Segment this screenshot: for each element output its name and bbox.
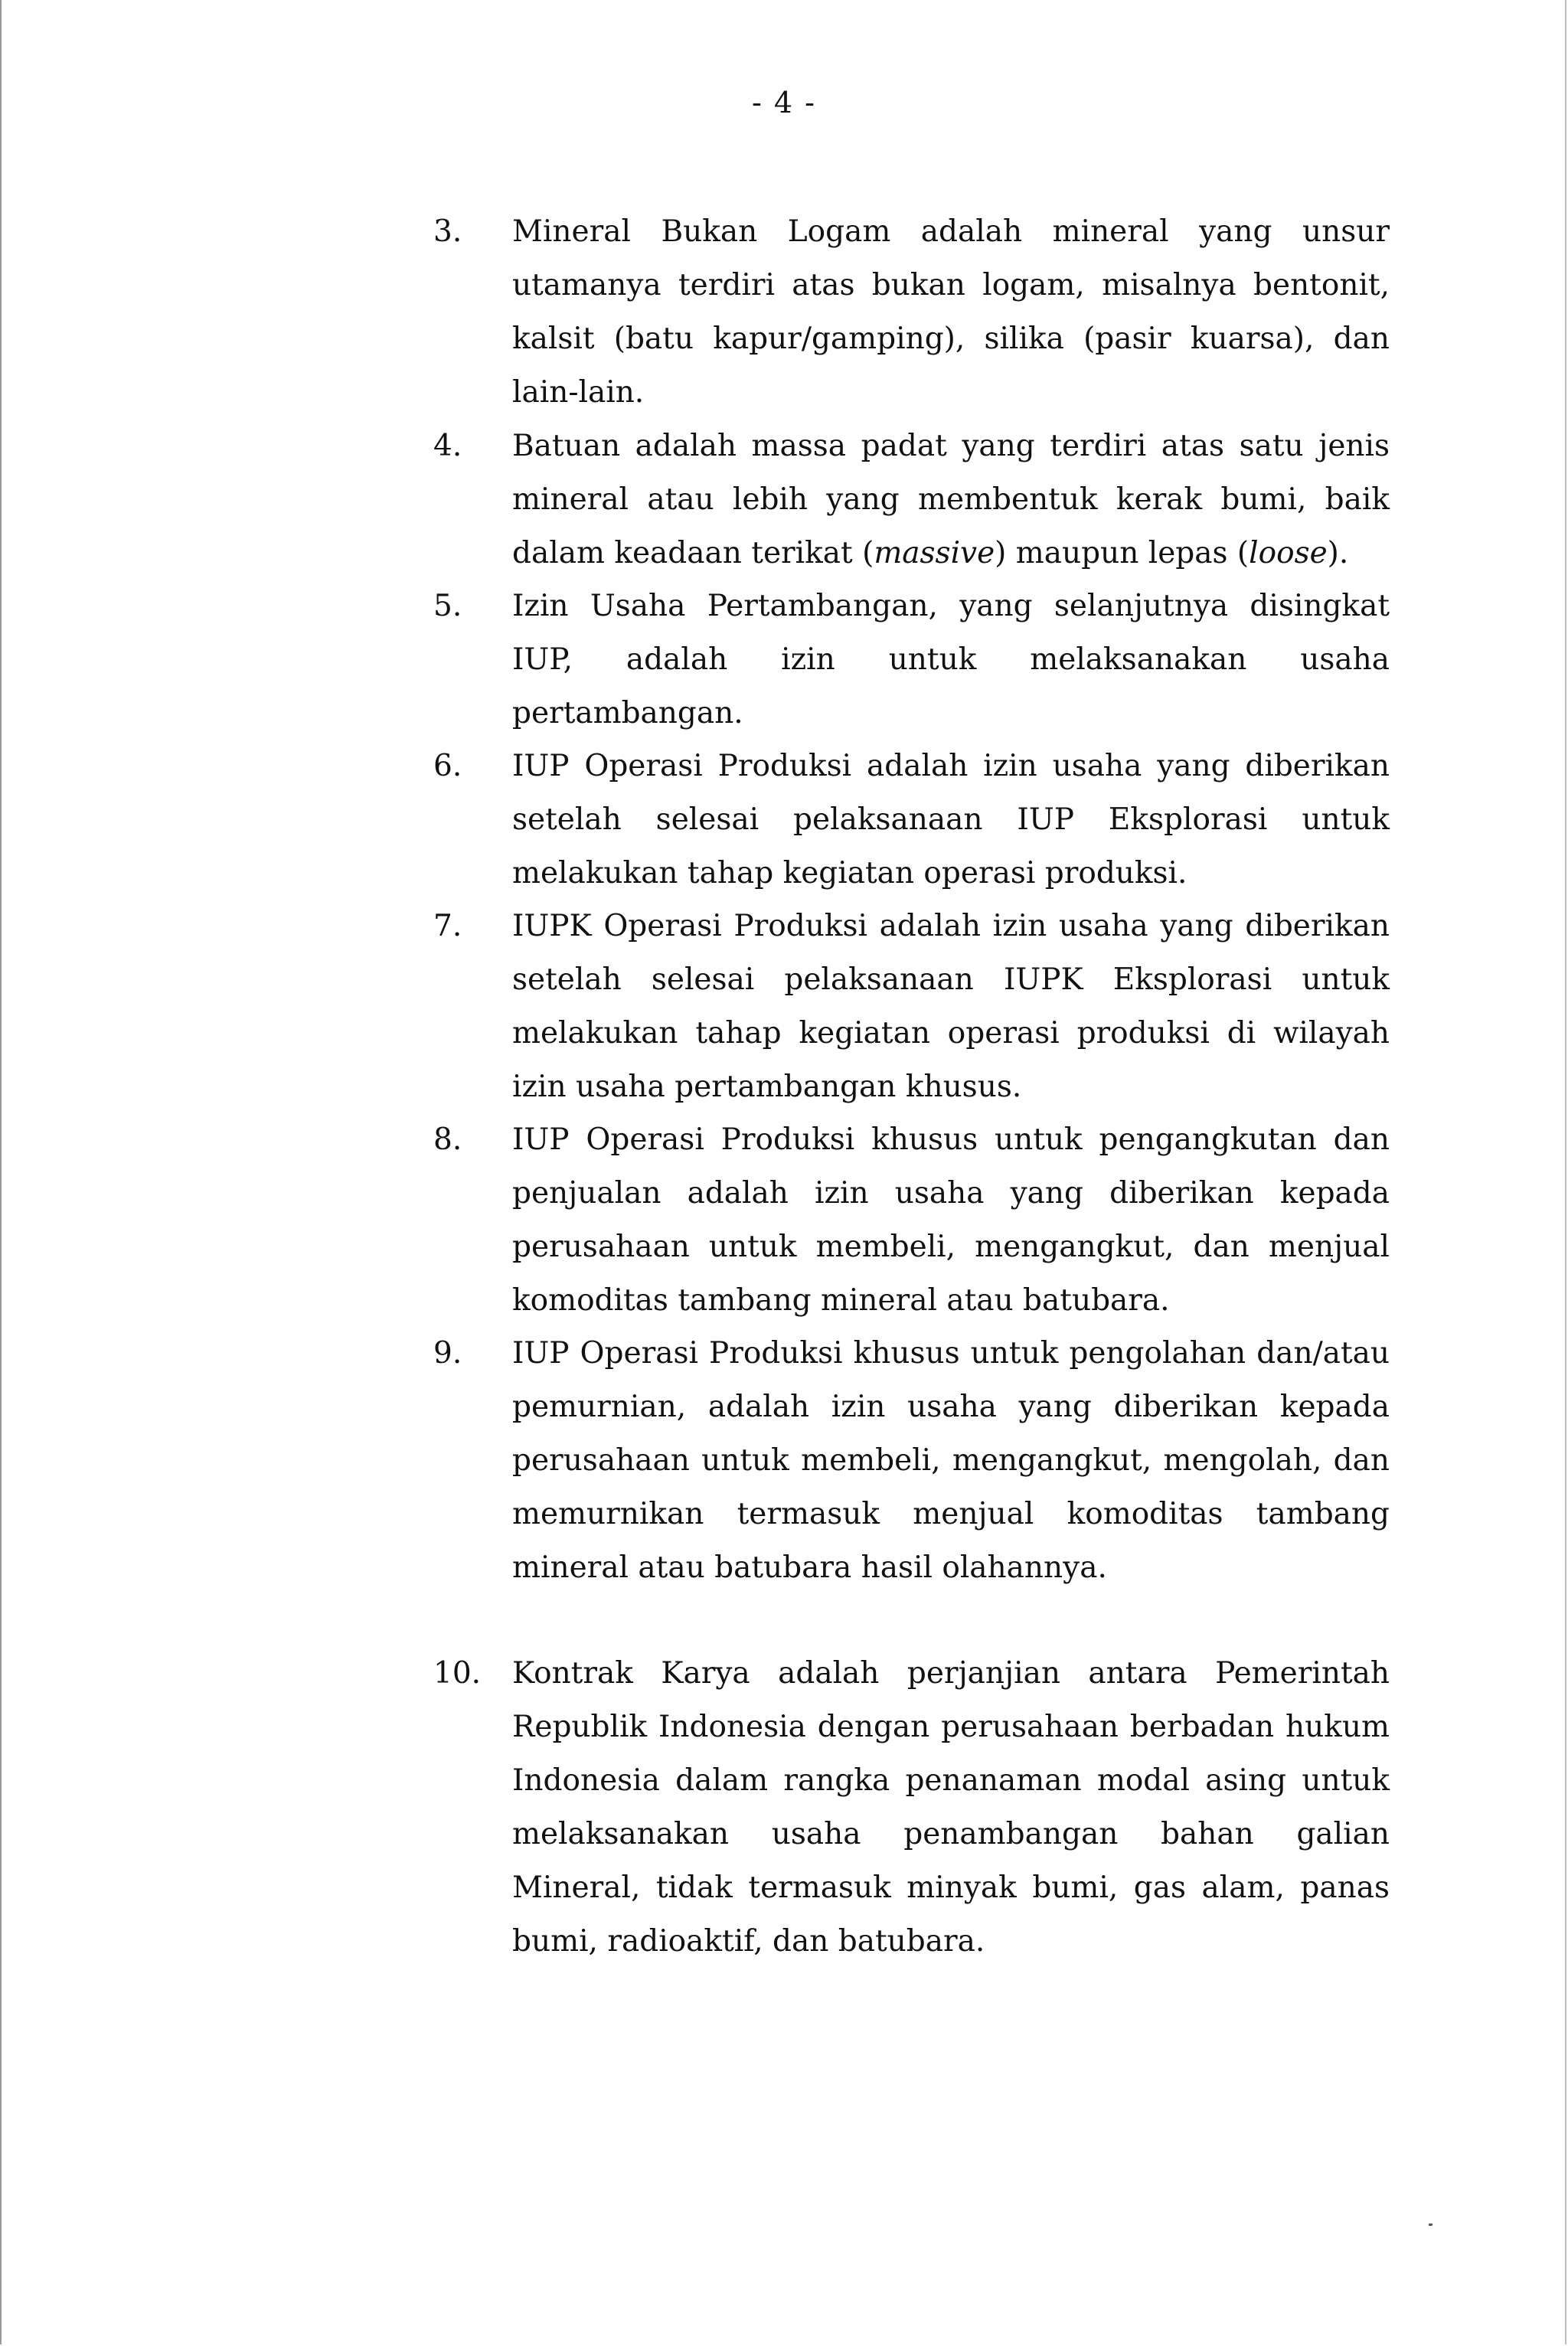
item-text-segment: ).: [1327, 536, 1349, 570]
item-text-segment: ) maupun lepas (: [995, 536, 1250, 570]
item-text: Kontrak Karya adalah perjanjian antara Pemerintah Republik Indonesia dengan perusahaan berbadan hukum Indonesia dalam rangka penanaman modal asing untuk melaksanakan usaha penambangan bahan galian Mineral, tidak termasuk minyak bumi, gas alam, panas bumi, radioaktif, dan batubara.: [512, 1656, 1390, 1959]
item-number: 10.: [433, 1656, 482, 1691]
item-text: [512, 420, 1390, 580]
item-text-italic: massive: [874, 536, 995, 570]
item-number: 8.: [433, 1122, 462, 1157]
item-text: IUP Operasi Produksi khusus untuk pengangkutan dan penjualan adalah izin usaha yang diberikan kepada perusahaan untuk membeli, mengangkut, dan menjual komoditas tambang mineral atau batubara.: [512, 1122, 1390, 1318]
item-text: IUPK Operasi Produksi adalah izin usaha yang diberikan setelah selesai pelaksanaan IUPK Eksplorasi untuk melakukan tahap kegiatan operasi produksi di wilayah izin usaha pertambangan khusus.: [512, 909, 1390, 1104]
item-number: 5.: [433, 589, 462, 623]
item-text: Izin Usaha Pertambangan, yang selanjutnya disingkat IUP, adalah izin untuk melaksanakan usaha pertambangan.: [512, 589, 1390, 730]
item-text-segment: Batuan adalah massa padat yang terdiri atas satu jenis mineral atau lebih yang membentuk kerak bumi, baik dalam keadaan terikat (: [512, 429, 1390, 570]
page-number: - 4 -: [751, 86, 816, 119]
item-number: 6.: [433, 749, 462, 783]
item-number: 4.: [433, 429, 462, 463]
item-text: IUP Operasi Produksi adalah izin usaha yang diberikan setelah selesai pelaksanaan IUP Eksplorasi untuk melakukan tahap kegiatan operasi produksi.: [512, 749, 1390, 890]
item-text: IUP Operasi Produksi khusus untuk pengolahan dan/atau pemurnian, adalah izin usaha yang diberikan kepada perusahaan untuk membeli, mengangkut, mengolah, dan memurnikan termasuk menjual komoditas tambang mineral atau batubara hasil olahannya.: [512, 1336, 1390, 1585]
item-text: Mineral Bukan Logam adalah mineral yang unsur utamanya terdiri atas bukan logam, misalnya bentonit, kalsit (batu kapur/gamping), silika (pasir kuarsa), dan lain-lain.: [512, 214, 1390, 410]
item-text-italic: loose: [1249, 536, 1328, 570]
item-number: 7.: [433, 909, 462, 943]
item-number: 9.: [433, 1336, 462, 1371]
scan-speck: [1429, 2223, 1432, 2226]
item-number: 3.: [433, 214, 462, 249]
